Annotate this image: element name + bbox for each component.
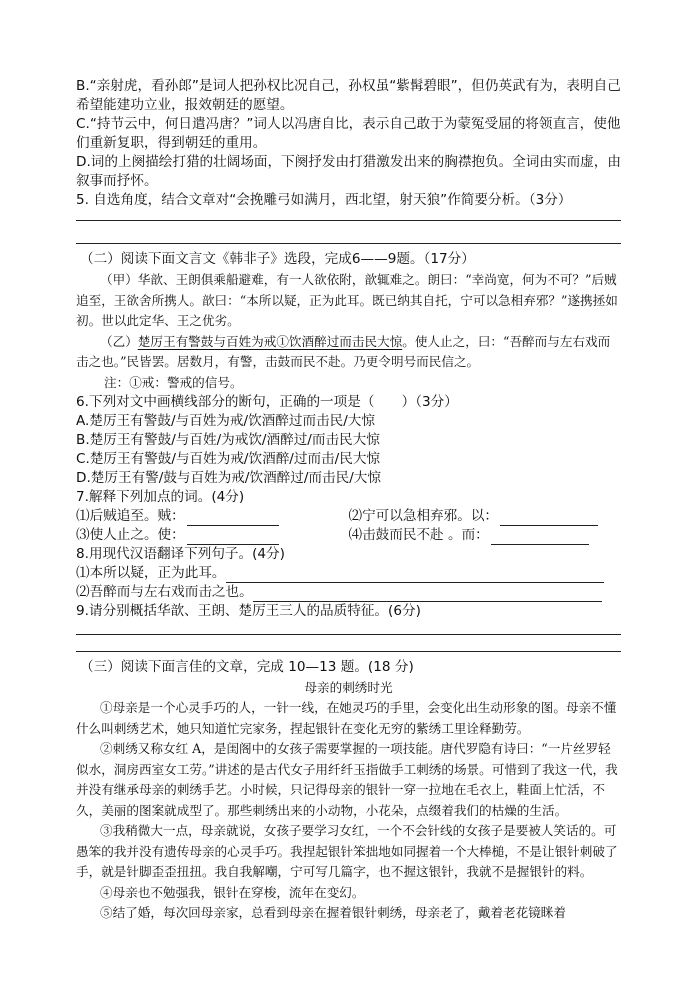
q7-item-4 — [349, 526, 622, 545]
option-c: C.“持节云中，何日遣冯唐？”词人以冯唐自比，表示自己敢于为蒙冤受屈的将领直言，使他们重新复职，得到朝廷的重用。 — [76, 116, 621, 151]
q8-item-1-label: ⑴本所以疑，正为此耳。 — [76, 565, 226, 581]
section3-heading: （三）阅读下面言佳的文章，完成 10—13 题。(18 分) — [80, 659, 414, 675]
answer-line-9a[interactable] — [76, 624, 621, 635]
article-title: 母亲的刺绣时光 — [304, 680, 393, 695]
q6-option-c[interactable]: C.楚厉王有警鼓/与百姓为戒/饮酒醉/过而击/民大惊 — [76, 451, 381, 467]
q6-option-b[interactable]: B.楚厉王有警鼓/与百姓/为戒饮/酒醉过/而击民大惊 — [76, 432, 380, 448]
q7-item-2-label: ⑵宁可以急相弃邪。以： — [348, 508, 499, 524]
passage-note: 注：①戒：警戒的信号。 — [104, 374, 243, 390]
article-para-1: ①母亲是一个心灵手巧的人，一针一线，在她灵巧的手里，会变化出生动形象的图。母亲不懂什么叫刺绣艺术，她只知道忙完家务，捏起银针在变化无穷的紫绣工里诠释勤劳。 — [76, 700, 617, 736]
q7-item-4-label: ⑷击鼓而民不赴 。而： — [348, 527, 489, 543]
section2-heading: （二）阅读下面文言文《韩非子》选段，完成6——9题。（17分） — [80, 251, 475, 267]
answer-line-9b[interactable] — [76, 635, 621, 652]
article-para-2: ②刺绣又称女红 A，是闺阁中的女孩子需要掌握的一项技能。唐代罗隐有诗曰：“一片丝罗轻似水，洞房西室女工劳。”讲述的是古代女子用纤纤玉指做手工刺绣的场景。可惜到了我这一代，我并没有继承母亲的刺绣手艺。小时候，只记得母亲的银针一穿一拉地在毛衣上，鞋面上忙活，不久，美丽的图案就成型了。那些刺绣出来的小动物，小花朵，点缀着我们的枯燥的生活。 — [76, 741, 618, 818]
q7-item-3-label: ⑶使人止之。使： — [76, 527, 185, 543]
q7-item-3 — [76, 526, 349, 545]
q7-row-1 — [76, 507, 621, 526]
q7-item-2 — [349, 507, 622, 526]
q8-answer-2[interactable] — [253, 587, 602, 602]
answer-line-5b[interactable] — [76, 225, 621, 244]
q7-item-1 — [76, 507, 349, 526]
passage-b — [76, 332, 621, 373]
question-5: 5. 自选角度，结合文章对“会挽雕弓如满月，西北望，射天狼”作简要分析。（3分） — [76, 192, 572, 208]
q6-option-a[interactable]: A.楚厉王有警鼓/与百姓为戒/饮酒醉过而击民/大惊 — [76, 413, 375, 429]
option-d: D.词的上阕描绘打猎的壮阔场面，下阕抒发由打猎激发出来的胸襟抱负。全词由实而虚，由叙事而抒怀。 — [76, 154, 621, 189]
question-7: 7.解释下列加点的词。(4分) — [76, 489, 245, 505]
option-b: B.“亲射虎，看孙郎”是词人把孙权比况自己，孙权虽“紫髯碧眼”，但仍英武有为，表明自己希望能建功立业，报效朝廷的愿望。 — [76, 78, 621, 113]
q7-answer-1[interactable] — [187, 511, 279, 526]
answer-line-5a[interactable] — [76, 212, 621, 221]
q7-row-2 — [76, 526, 621, 545]
article-para-3: ③我稍微大一点，母亲就说，女孩子要学习女红，一个不会针线的女孩子是要被人笑话的。可愚笨的我并没有遗传母亲的心灵手巧。我捏起银针笨拙地如同握着一个大棒槌，不是让银针刺破了手，就是针脚歪歪扭扭。我自我解嘲，宁可写几篇字，也不握这银针，我就不是握银针的料。 — [76, 823, 618, 879]
question-6: 6.下列对文中画横线部分的断句，正确的一项是（ ）（3分） — [76, 394, 458, 410]
q7-answer-3[interactable] — [187, 530, 279, 545]
passage-a: （甲）华歆、王朗俱乘船避难，有一人欲依附，歆辄难之。朗曰：“幸尚宽，何为不可？”后贼追至，王欲舍所携人。歆曰：“本所以疑，正为此耳。既已纳其自托，宁可以急相弃邪？”遂携拯如初。世以此定华、王之优劣。 — [76, 272, 618, 328]
question-8: 8.用现代汉语翻译下列句子。(4分) — [76, 546, 285, 562]
passage-b-underlined: 楚厉王有警鼓与百姓为戒①饮酒醉过而击民大惊 — [137, 333, 403, 349]
q7-answer-4[interactable] — [491, 530, 589, 545]
article-para-4: ④母亲也不勉强我，银针在穿梭，流年在变幻。 — [100, 884, 365, 900]
q8-item-1 — [76, 564, 621, 583]
q8-answer-1[interactable] — [226, 568, 604, 583]
passage-b-prefix: （乙） — [100, 333, 138, 349]
q7-answer-2[interactable] — [500, 511, 598, 526]
exam-page — [76, 70, 621, 924]
q7-item-1-label: ⑴后贼追至。贼： — [76, 508, 185, 524]
q8-item-2-label: ⑵吾醉而与左右戏而击之也。 — [76, 584, 253, 600]
passage-b-rest: 。使人止之，曰：“吾醉而与左右戏而击之也。”民皆罢。居数月，有警，击鼓而民不赴。乃更令明号而民信之。 — [76, 333, 611, 369]
article-para-5: ⑤结了婚，每次回母亲家，总看到母亲在握着银针刺绣，母亲老了，戴着老花镜眯着 — [100, 905, 566, 920]
question-9: 9.请分别概括华歆、王朗、楚厉王三人的品质特征。(6分) — [76, 603, 421, 619]
q6-option-d[interactable]: D.楚厉王有警/鼓与百姓为戒/饮酒醉过/而击民/大惊 — [76, 470, 381, 486]
q8-item-2 — [76, 583, 621, 602]
